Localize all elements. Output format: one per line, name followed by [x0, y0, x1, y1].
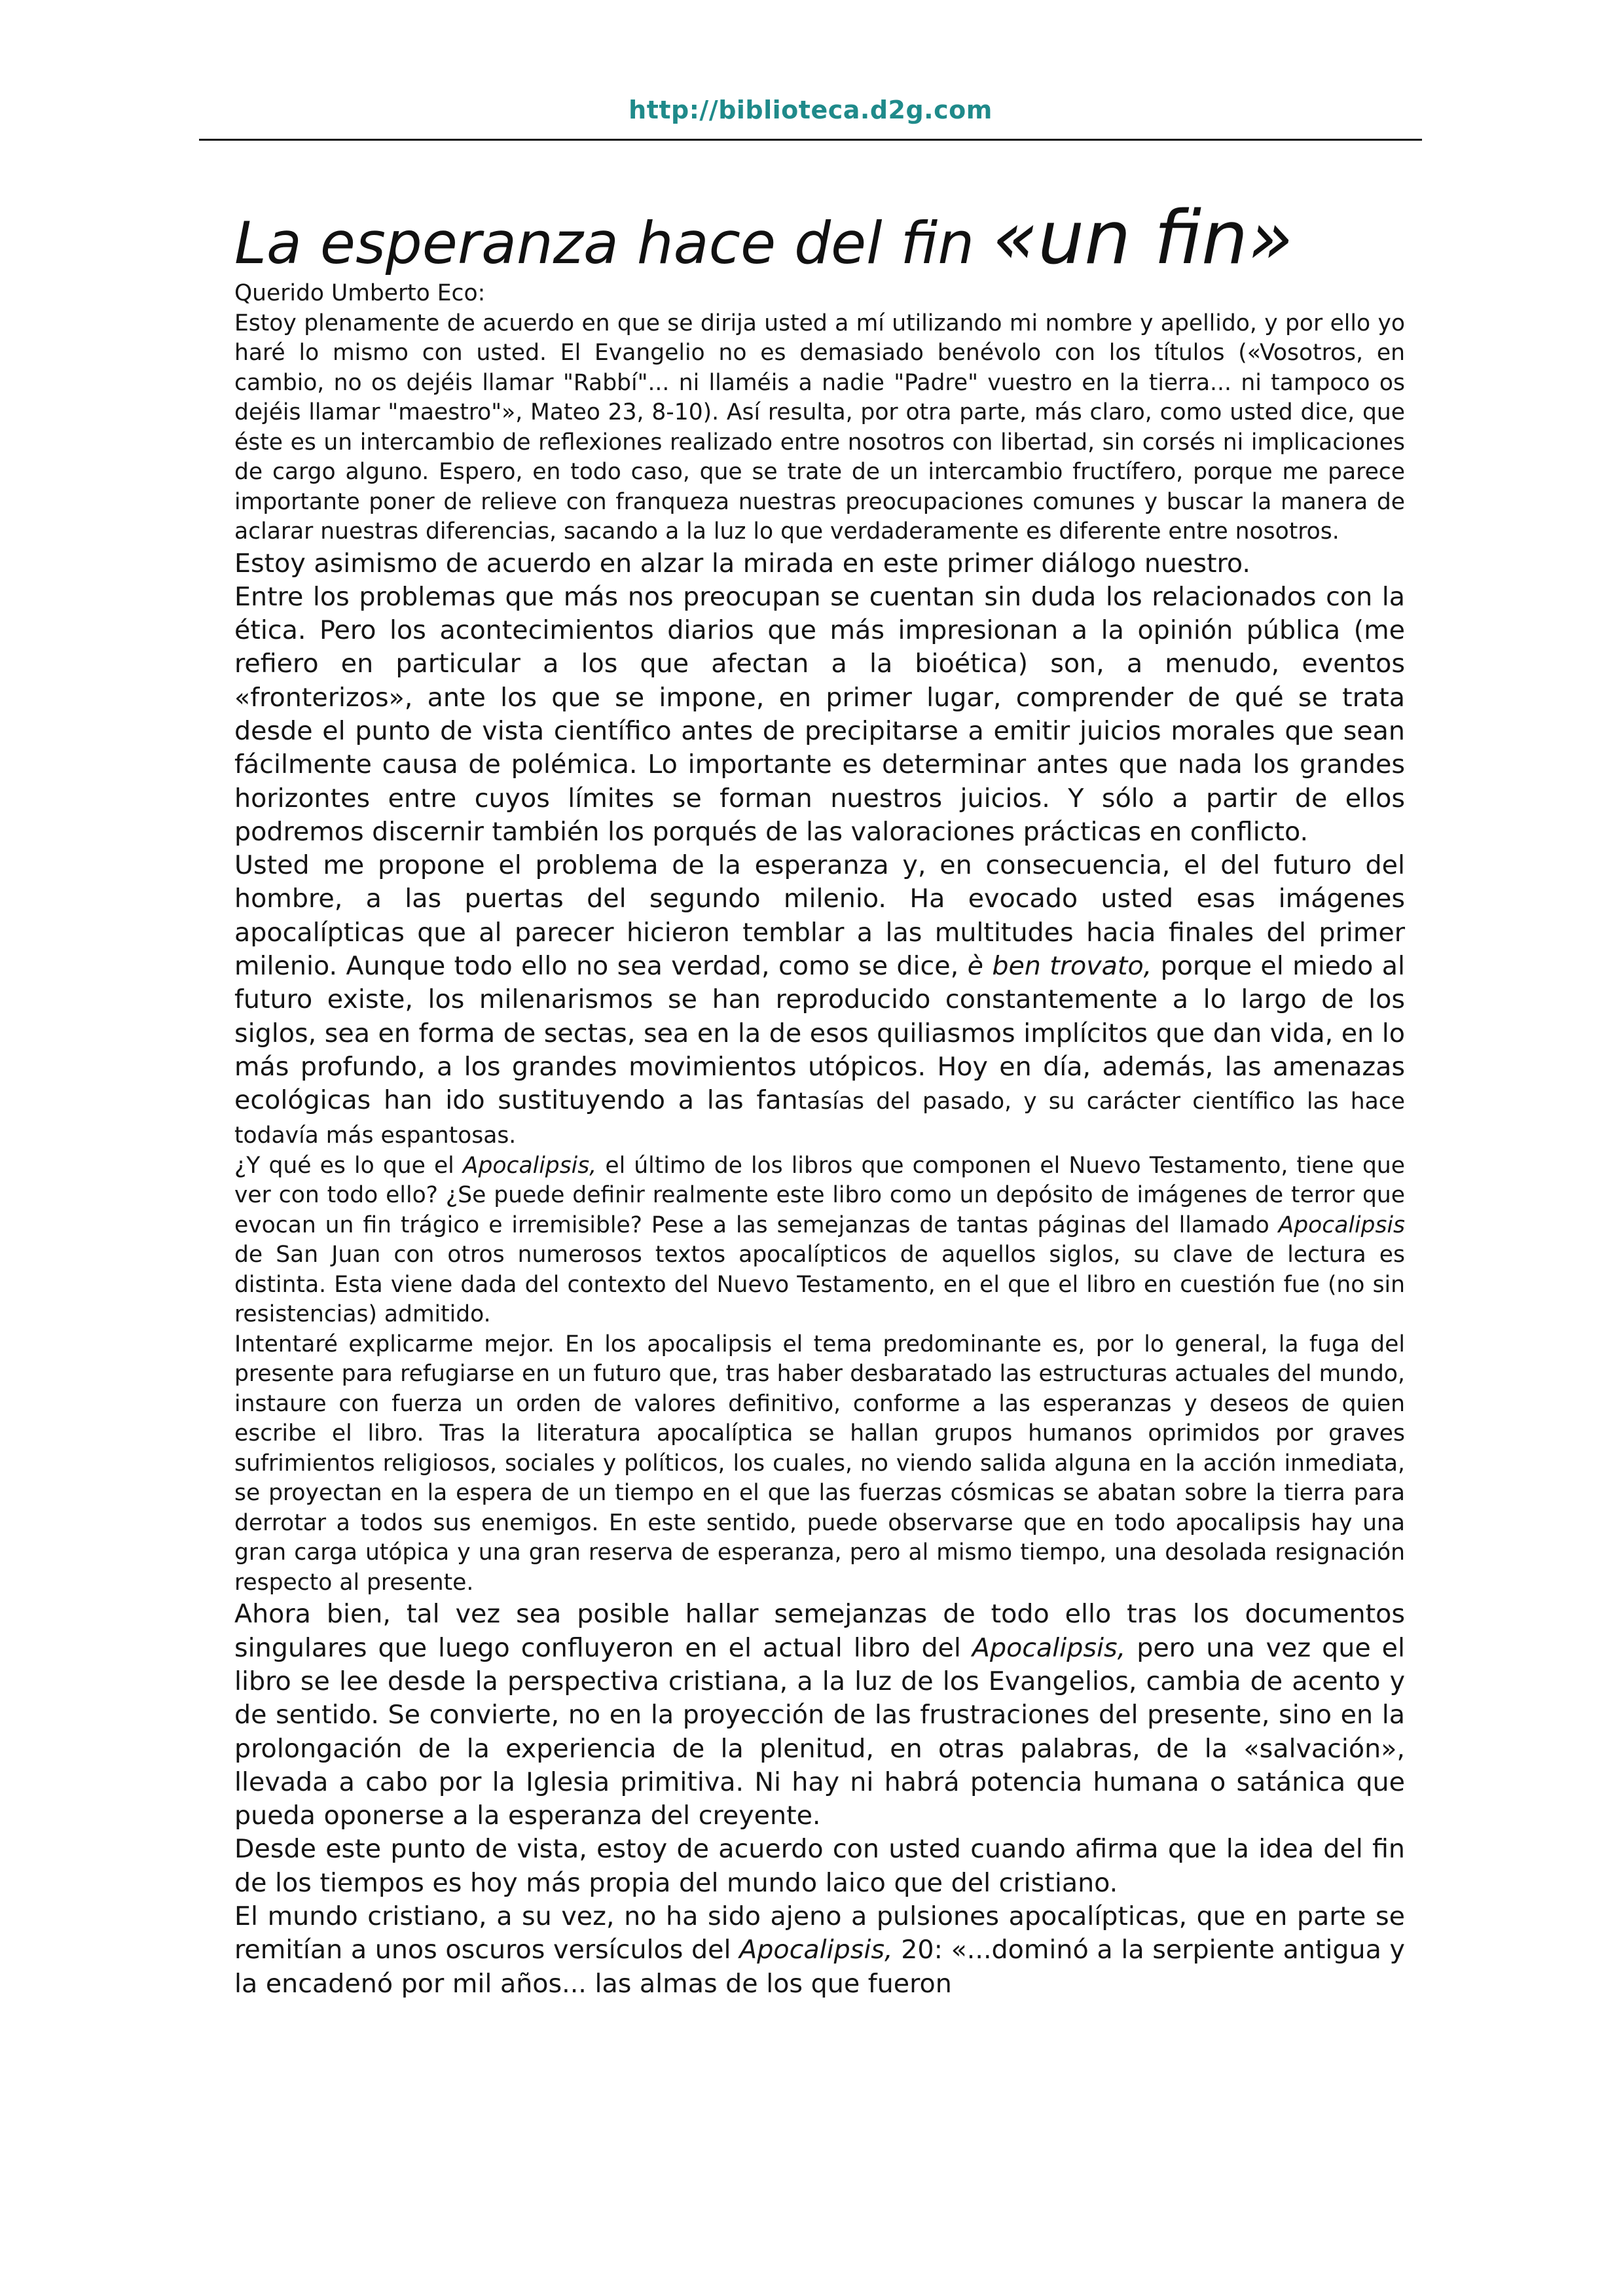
- header-divider: [199, 139, 1422, 141]
- site-url-link[interactable]: http://biblioteca.d2g.com: [629, 96, 993, 124]
- paragraph-5-text-c: de San Juan con otros numerosos textos apocalípticos de aquellos siglos, su clave de lectura es distinta. Esta viene dada del contexto del Nuevo Testamento, en el que el libro en cuestión fue (no sin resistencias) admitido.: [234, 1242, 1405, 1328]
- paragraph-1: Estoy plenamente de acuerdo en que se dirija usted a mí utilizando mi nombre y apellido, y por ello yo haré lo mismo con usted. El Evangelio no es demasiado benévolo con los títulos («Vosotros, en cambio, no os dejéis llamar "Rabbí"... ni llaméis a nadie "Padre" vuestro en la tierra... ni tampoco os dejéis llamar "maestro"», Mateo 23, 8-10). Así resulta, por otra parte, más claro, como usted dice, que éste es un intercambio de reflexiones realizado entre nosotros con libertad, sin corsés ni implicaciones de cargo alguno. Espero, en todo caso, que se trate de un intercambio fructífero, porque me parece importante poner de relieve con franqueza nuestras preocupaciones comunes y buscar la manera de aclarar nuestras diferencias, sacando a la luz lo que verdaderamente es diferente entre nosotros.: [234, 310, 1405, 545]
- title-emphasis: «un fin»: [993, 196, 1294, 281]
- paragraph-4: [234, 849, 1405, 1151]
- page-header: [199, 96, 1422, 124]
- document-title: [234, 196, 1405, 281]
- paragraph-4-text-b: porque el miedo al futuro existe, los milenarismos se han reproducido constantemente a lo largo de los siglos, sea en forma de sectas, sea en la de esos quiliasmos implícitos que dan vida, en lo más profundo, a los grandes movimientos utópicos. Hoy en día, además, las amenazas ecológicas han ido sustituyendo a las fan: [234, 951, 1405, 1116]
- paragraph-9: [234, 1900, 1405, 2001]
- paragraph-3: Entre los problemas que más nos preocupan se cuentan sin duda los relacionados con la ética. Pero los acontecimientos diarios que más impresionan a la opinión pública (me refiero en particular a los que afectan a la bioética) son, a menudo, eventos «fronterizos», ante los que se impone, en primer lugar, comprender de qué se trata desde el punto de vista científico antes de precipitarse a emitir juicios morales que sean fácilmente causa de polémica. Lo importante es determinar antes que nada los grandes horizontes entre cuyos límites se forman nuestros juicios. Y sólo a partir de ellos podremos discernir también los porqués de las valoraciones prácticas en conflicto.: [234, 581, 1405, 847]
- paragraph-7-text-b: pero una vez que el libro se lee desde la perspectiva cristiana, a la luz de los Evangelios, cambia de acento y de sentido. Se convierte, no en la proyección de las frustraciones del presente, sino en la prolongación de la experiencia de la plenitud, en otras palabras, de la «salvación», llevada a cabo por la Iglesia primitiva. Ni hay ni habrá potencia humana o satánica que pueda oponerse a la esperanza del creyente.: [234, 1632, 1405, 1831]
- paragraph-4-italic: è ben trovato,: [967, 951, 1152, 982]
- paragraph-8: Desde este punto de vista, estoy de acuerdo con usted cuando afirma que la idea del fin de los tiempos es hoy más propia del mundo laico que del cristiano.: [234, 1834, 1405, 1898]
- paragraph-4-text-a: Usted me propone el problema de la esperanza y, en consecuencia, el del futuro del hombre, a las puertas del segundo milenio. Ha evocado usted esas imágenes apocalípticas que al parecer hicieron temblar a las multitudes hacia finales del primer milenio. Aunque todo ello no sea verdad, como se dice,: [234, 850, 1405, 982]
- paragraph-4-text-c: tasías del pasado, y su carácter científico las hace todavía más espantosas.: [234, 1088, 1405, 1149]
- document-body: [234, 196, 1405, 2001]
- paragraph-5-text-b: el último de los libros que componen el Nuevo Testamento, tiene que ver con todo ello? ¿Se puede definir realmente este libro como un depósito de imágenes de terror que evocan un fin trágico e irremisible? Pese a las semejanzas de tantas páginas del llamado: [234, 1152, 1405, 1238]
- paragraph-7-text-a: Ahora bien, tal vez sea posible hallar semejanzas de todo ello tras los documentos singulares que luego confluyeron en el actual libro del: [234, 1599, 1405, 1663]
- paragraph-5-italic-2: Apocalipsis: [1278, 1211, 1405, 1238]
- paragraph-5-text-a: ¿Y qué es lo que el: [234, 1152, 463, 1179]
- paragraph-5: [234, 1151, 1405, 1330]
- paragraph-9-text-b: 20: «...dominó a la serpiente antigua y la encadenó por mil años... las almas de los que fueron: [234, 1935, 1405, 1999]
- paragraph-9-text-a: El mundo cristiano, a su vez, no ha sido ajeno a pulsiones apocalípticas, que en parte se remitían a unos oscuros versículos del: [234, 1901, 1405, 1965]
- paragraph-7: [234, 1598, 1405, 1833]
- paragraph-9-italic: Apocalipsis,: [739, 1935, 893, 1965]
- salutation: Querido Umberto Eco:: [234, 280, 486, 306]
- paragraph-6: Intentaré explicarme mejor. En los apocalipsis el tema predominante es, por lo general, la fuga del presente para refugiarse en un futuro que, tras haber desbaratado las estructuras actuales del mundo, instaure con fuerza un orden de valores definitivo, conforme a las esperanzas y deseos de quien escribe el libro. Tras la literatura apocalíptica se hallan grupos humanos oprimidos por graves sufrimientos religiosos, sociales y políticos, los cuales, no viendo salida alguna en la acción inmediata, se proyectan en la espera de un tiempo en el que las fuerzas cósmicas se abatan sobre la tierra para derrotar a todos sus enemigos. En este sentido, puede observarse que en todo apocalipsis hay una gran carga utópica y una gran reserva de esperanza, pero al mismo tiempo, una desolada resignación respecto al presente.: [234, 1331, 1405, 1596]
- paragraph-2: Estoy asimismo de acuerdo en alzar la mirada en este primer diálogo nuestro.: [234, 548, 1250, 579]
- title-main: La esperanza hace del fin: [234, 209, 993, 277]
- paragraph-7-italic: Apocalipsis,: [972, 1632, 1126, 1663]
- paragraph-5-italic-1: Apocalipsis,: [462, 1152, 597, 1179]
